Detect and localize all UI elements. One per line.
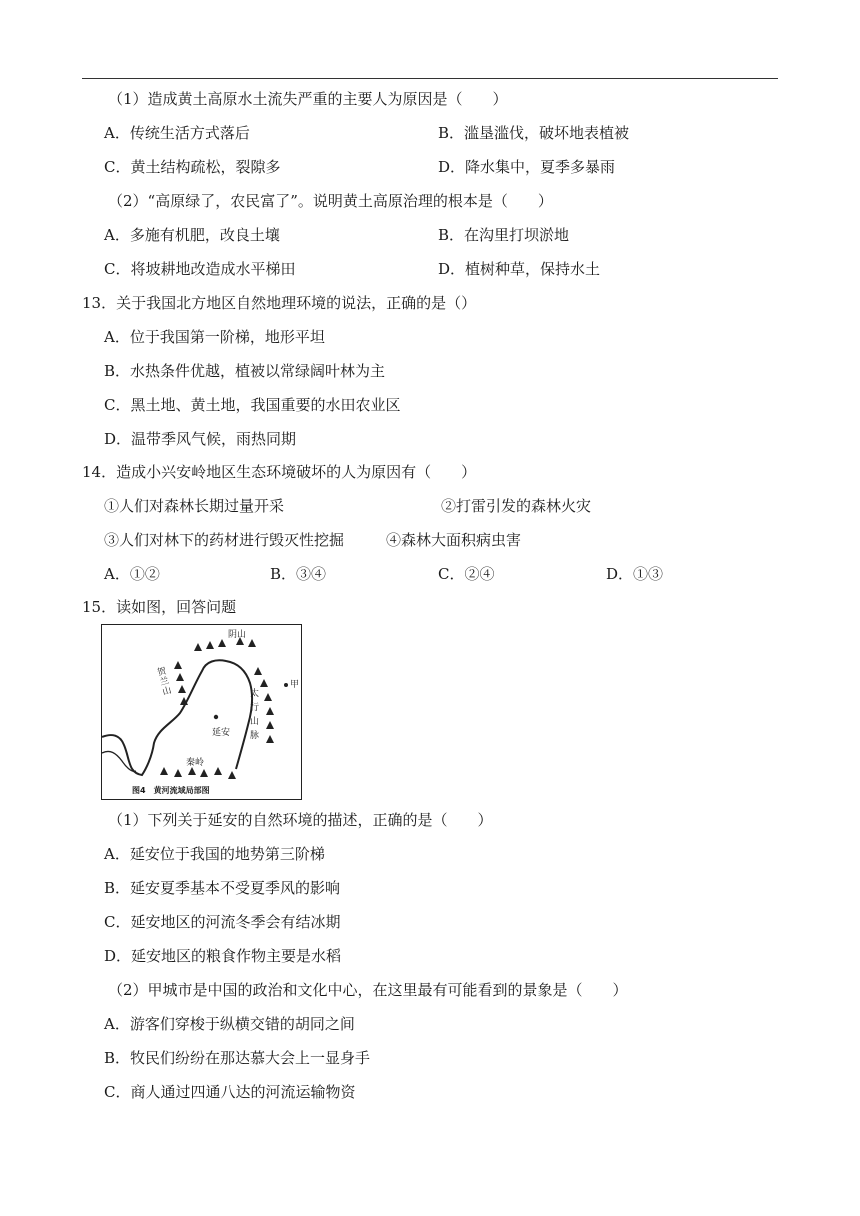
yellow-river-map — [101, 624, 302, 800]
q13-stem: 13．关于我国北方地区自然地理环境的说法，正确的是（） — [82, 294, 477, 312]
q15-sub2-stem: （2）甲城市是中国的政治和文化中心，在这里最有可能看到的景象是（ ） — [108, 981, 628, 999]
label-yanan: 延安 — [212, 728, 231, 738]
label-qinling: 秦岭 — [186, 758, 205, 768]
q14-option-a[interactable]: A．①② — [104, 565, 160, 583]
q15-sub1-option-c[interactable]: C．延安地区的河流冬季会有结冰期 — [104, 913, 341, 931]
q13-option-c[interactable]: C．黑土地、黄土地，我国重要的水田农业区 — [104, 396, 401, 414]
q12-sub1-option-c[interactable]: C．黄土结构疏松，裂隙多 — [104, 158, 281, 176]
q15-sub1-option-a[interactable]: A．延安位于我国的地势第三阶梯 — [104, 845, 325, 863]
q12-sub2-option-a[interactable]: A．多施有机肥，改良土壤 — [104, 226, 280, 244]
q15-sub1-option-b[interactable]: B．延安夏季基本不受夏季风的影响 — [104, 879, 341, 897]
q15-sub2-option-a[interactable]: A．游客们穿梭于纵横交错的胡同之间 — [104, 1015, 355, 1033]
q15-sub2-option-b[interactable]: B．牧民们纷纷在那达慕大会上一显身手 — [104, 1049, 371, 1067]
label-helan-mountains: 贺兰山 — [156, 666, 173, 698]
q12-sub2-option-b[interactable]: B．在沟里打坝淤地 — [438, 226, 570, 244]
q14-stem: 14．造成小兴安岭地区生态环境破坏的人为原因有（ ） — [82, 463, 477, 481]
q12-sub1-option-b[interactable]: B．滥垦滥伐，破坏地表植被 — [438, 124, 630, 142]
q12-sub2-option-c[interactable]: C．将坡耕地改造成水平梯田 — [104, 260, 296, 278]
q14-item-4: ④森林大面积病虫害 — [386, 531, 522, 549]
q15-stem: 15．读如图，回答问题 — [82, 598, 237, 616]
q15-sub1-option-d[interactable]: D．延安地区的粮食作物主要是水稻 — [104, 947, 342, 965]
q15-sub2-option-c[interactable]: C．商人通过四通八达的河流运输物资 — [104, 1083, 356, 1101]
q13-option-d[interactable]: D．温带季风气候，雨热同期 — [104, 430, 297, 448]
q13-option-b[interactable]: B．水热条件优越，植被以常绿阔叶林为主 — [104, 362, 386, 380]
q12-sub1-option-d[interactable]: D．降水集中，夏季多暴雨 — [438, 158, 616, 176]
q12-sub2-stem: （2）“高原绿了，农民富了”。说明黄土高原治理的根本是（ ） — [108, 192, 553, 210]
label-jia: 甲 — [290, 680, 300, 690]
q15-sub1-stem: （1）下列关于延安的自然环境的描述，正确的是（ ） — [108, 811, 493, 829]
q12-sub1-option-a[interactable]: A．传统生活方式落后 — [104, 124, 250, 142]
q12-sub1-stem: （1）造成黄土高原水土流失严重的主要人为原因是（ ） — [108, 90, 508, 108]
q14-item-1: ①人们对森林长期过量开采 — [104, 497, 285, 515]
map-caption: 图4 黄河流域局部图 — [132, 786, 210, 795]
q14-item-3: ③人们对林下的药材进行毁灭性挖掘 — [104, 531, 345, 549]
q14-option-d[interactable]: D．①③ — [606, 565, 664, 583]
label-yinshan: 阴山 — [228, 630, 247, 640]
q14-option-c[interactable]: C．②④ — [438, 565, 495, 583]
q12-sub2-option-d[interactable]: D．植树种草，保持水土 — [438, 260, 601, 278]
q14-option-b[interactable]: B．③④ — [270, 565, 327, 583]
q14-item-2: ②打雷引发的森林火灾 — [441, 497, 592, 515]
header-rule — [82, 78, 778, 79]
q13-option-a[interactable]: A．位于我国第一阶梯，地形平坦 — [104, 328, 325, 346]
label-taihang-mountains: 太行山脉 — [250, 689, 260, 741]
